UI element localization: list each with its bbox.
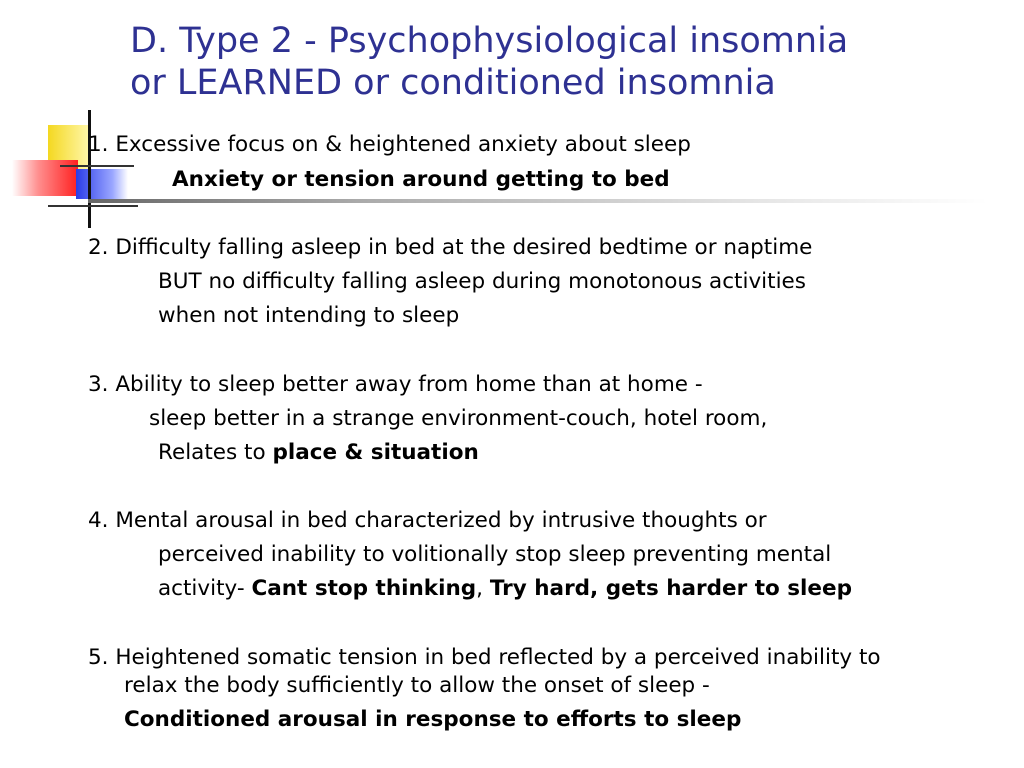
point-4-detail-1: perceived inability to volitionally stop sleep preventing mental: [158, 542, 832, 567]
point-4-detail-2-prefix: activity-: [158, 576, 252, 601]
point-3-detail-2: [158, 440, 479, 466]
point-3-main: 3. Ability to sleep better away from home than at home -: [88, 372, 703, 397]
point-5-detail-bold: Conditioned arousal in response to efforts to sleep: [124, 707, 742, 732]
point-4-detail-2-bold-a: Cant stop thinking: [251, 576, 477, 601]
point-2-main: 2. Difficulty falling asleep in bed at the desired bedtime or naptime: [88, 235, 813, 260]
point-2-detail-2: when not intending to sleep: [158, 303, 460, 328]
point-4-detail-2-bold-b: Try hard, gets harder to sleep: [489, 576, 852, 601]
vertical-line-decoration: [88, 110, 91, 228]
horizontal-line-decoration: [60, 165, 134, 167]
point-4-detail-2-separator: ,: [476, 576, 490, 601]
point-3-detail-2-prefix: Relates to: [158, 440, 273, 465]
point-4-detail-2: [158, 576, 852, 602]
horizontal-line-decoration-lower: [48, 205, 138, 207]
point-4-main: 4. Mental arousal in bed characterized by intrusive thoughts or: [88, 508, 767, 533]
slide-title-line-2: or LEARNED or conditioned insomnia: [130, 63, 776, 103]
point-1-main: 1. Excessive focus on & heightened anxiety about sleep: [88, 132, 691, 157]
point-3-detail-2-bold: place & situation: [272, 440, 479, 465]
point-3-detail-1: sleep better in a strange environment-couch, hotel room,: [149, 406, 768, 431]
point-1-detail-bold: Anxiety or tension around getting to bed: [172, 167, 670, 192]
title-underline-rule: [88, 199, 988, 203]
point-5-detail-1: relax the body sufficiently to allow the onset of sleep -: [124, 673, 710, 698]
point-5-main: 5. Heightened somatic tension in bed reflected by a perceived inability to: [88, 645, 881, 670]
point-2-detail-1: BUT no difficulty falling asleep during monotonous activities: [158, 269, 806, 294]
slide-title: [130, 20, 1010, 104]
slide-title-line-1: D. Type 2 - Psychophysiological insomnia: [130, 21, 849, 61]
blue-square-decoration: [76, 169, 128, 199]
